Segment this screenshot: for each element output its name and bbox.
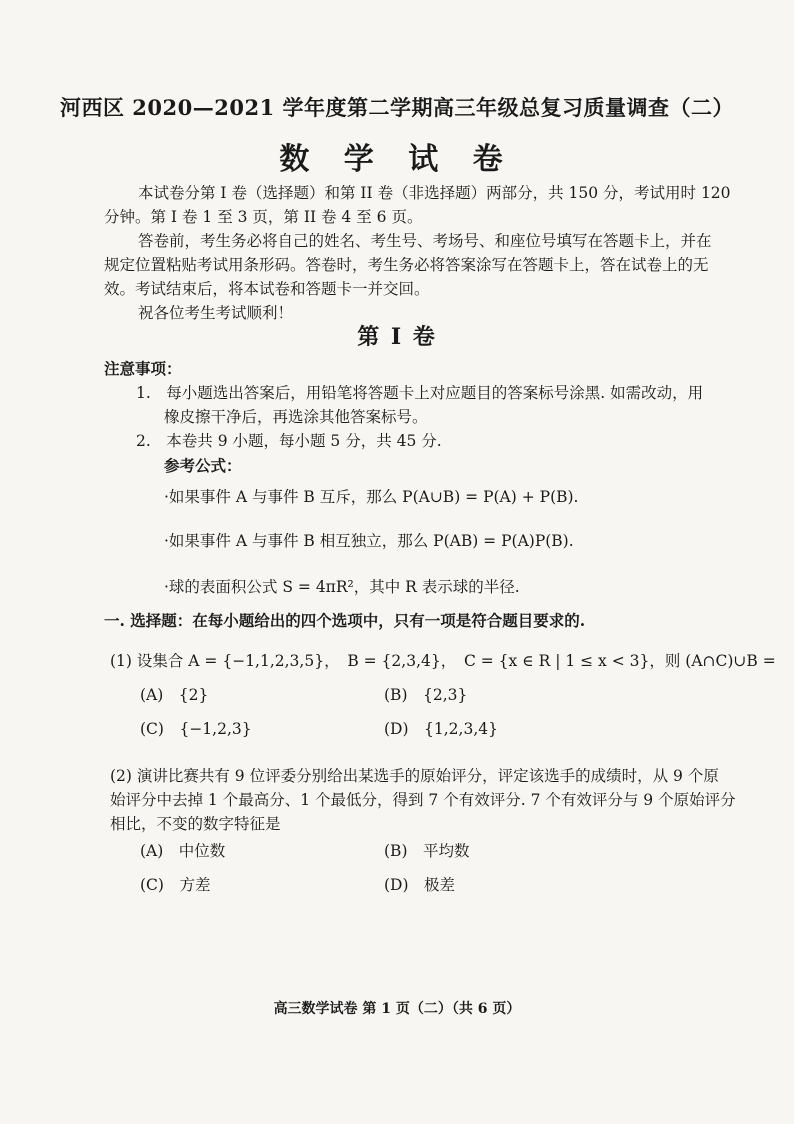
intro-line-4: 规定位置粘贴考试用条形码。答卷时，考生务必将答案涂写在答题卡上，答在试卷上的无 xyxy=(104,256,709,274)
exam-subtitle: 数 学 试 卷 xyxy=(279,142,515,177)
q1-option-c: (C) {−1,2,3} xyxy=(140,720,252,738)
q2-option-c: (C) 方差 xyxy=(140,876,211,894)
formula-independent: ·如果事件 A 与事件 B 相互独立，那么 P(AB) = P(A)P(B). xyxy=(164,532,574,550)
note-1b: 橡皮擦干净后，再选涂其他答案标号。 xyxy=(164,408,428,426)
intro-line-1: 本试卷分第 I 卷（选择题）和第 II 卷（非选择题）两部分，共 150 分，考试用时 120 xyxy=(138,184,731,202)
note-2: 2. 本卷共 9 小题，每小题 5 分，共 45 分. xyxy=(136,432,442,450)
formula-sphere-area: ·球的表面积公式 S = 4πR²，其中 R 表示球的半径. xyxy=(164,578,520,596)
intro-line-3: 答卷前，考生务必将自己的姓名、考生号、考场号、和座位号填写在答题卡上，并在 xyxy=(138,232,712,250)
intro-line-5: 效。考试结束后，将本试卷和答题卡一并交回。 xyxy=(104,280,430,298)
q2-stem-3: 相比，不变的数字特征是 xyxy=(110,815,281,833)
section-title: 第 I 卷 xyxy=(357,324,437,350)
ref-label: 参考公式： xyxy=(164,456,242,475)
intro-line-2: 分钟。第 I 卷 1 至 3 页，第 II 卷 4 至 6 页。 xyxy=(104,208,423,226)
formula-mutually-exclusive: ·如果事件 A 与事件 B 互斥，那么 P(A∪B) = P(A) + P(B). xyxy=(164,488,579,506)
part1-heading: 一. 选择题：在每小题给出的四个选项中，只有一项是符合题目要求的. xyxy=(104,611,586,630)
page-footer: 高三数学试卷 第 1 页（二）（共 6 页） xyxy=(273,1001,521,1017)
intro-line-6: 祝各位考生考试顺利！ xyxy=(138,304,294,322)
note-1a: 1. 每小题选出答案后，用铅笔将答题卡上对应题目的答案标号涂黑. 如需改动，用 xyxy=(136,384,704,402)
q2-option-d: (D) 极差 xyxy=(384,876,456,894)
exam-title: 河西区 2020—2021 学年度第二学期高三年级总复习质量调查（二） xyxy=(59,95,734,120)
q2-stem-2: 始评分中去掉 1 个最高分、1 个最低分，得到 7 个有效评分. 7 个有效评分与 9 个原始评分 xyxy=(110,791,736,809)
q1-option-b: (B) {2,3} xyxy=(384,686,468,704)
q2-option-a: (A) 中位数 xyxy=(140,842,226,860)
q1-option-d: (D) {1,2,3,4} xyxy=(384,720,498,738)
q2-option-b: (B) 平均数 xyxy=(384,842,470,860)
q1-option-a: (A) {2} xyxy=(140,686,209,704)
q1-stem: (1) 设集合 A = {−1,1,2,3,5}， B = {2,3,4}， C = {x ∈ R | 1 ≤ x < 3}，则 (A∩C)∪B = xyxy=(110,652,776,670)
q2-stem-1: (2) 演讲比赛共有 9 位评委分别给出某选手的原始评分，评定该选手的成绩时，从 9 个原 xyxy=(110,767,719,785)
notes-label: 注意事项： xyxy=(104,359,182,378)
